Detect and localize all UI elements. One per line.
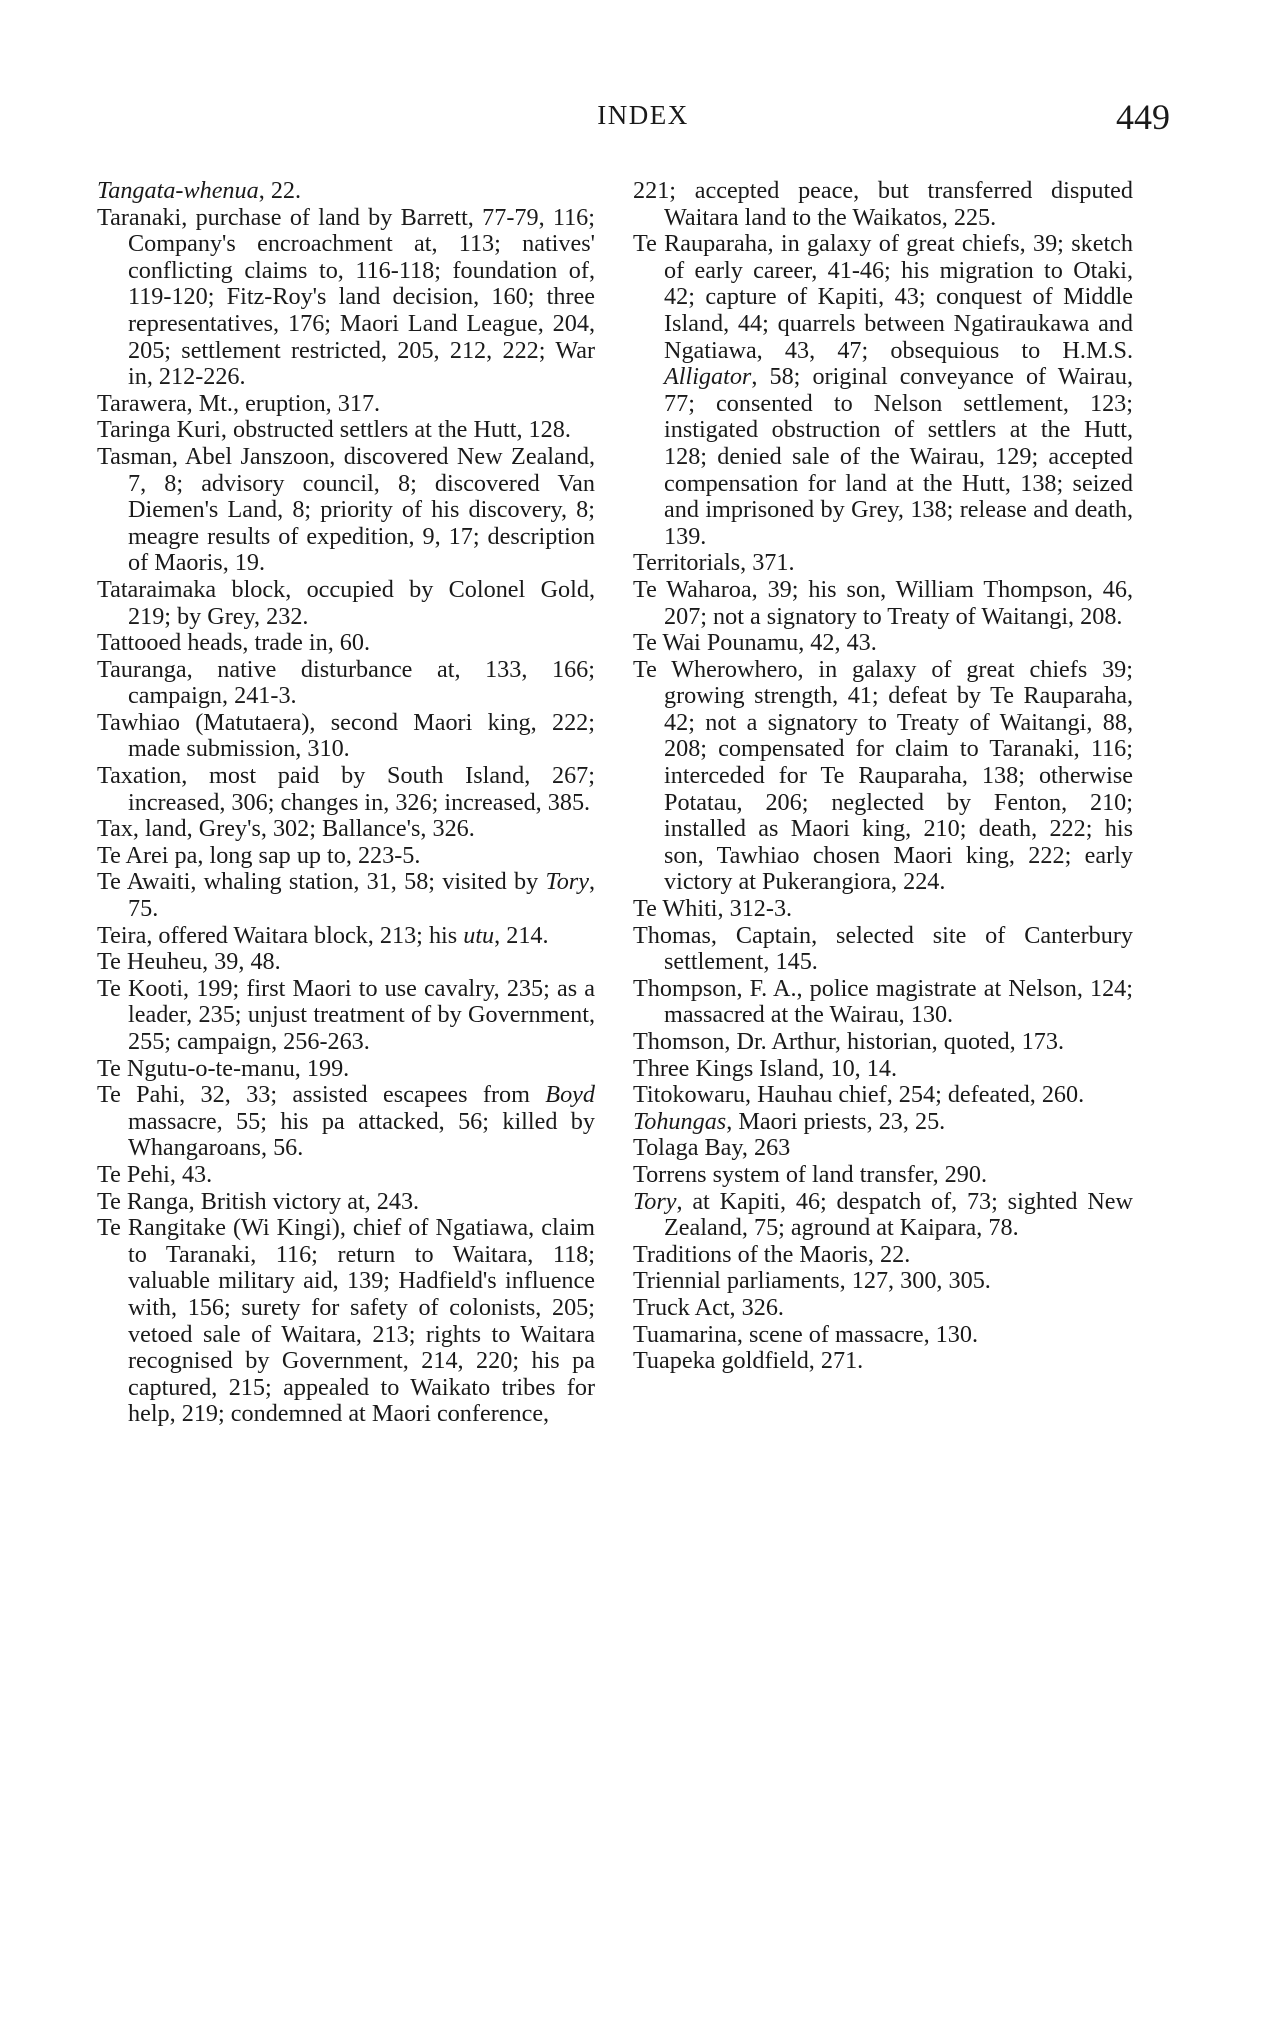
index-entry: Truck Act, 326. [633,1293,784,1321]
index-entry: Te Pehi, 43. [97,1160,213,1188]
index-entry: Tohungas, Maori priests, 23, 25. [633,1107,946,1135]
index-entry: Te Ranga, British victory at, 243. [97,1187,420,1215]
index-entry: Triennial parliaments, 127, 300, 305. [633,1267,991,1295]
index-entry: Te Awaiti, whaling station, 31, 58; visited by Tory, 75. [97,868,595,923]
index-entry: Te Pahi, 32, 33; assisted escapees from Boyd massacre, 55; his pa attacked, 56; killed by Whangaroans, 56. [97,1081,595,1162]
index-entry: Taxation, most paid by South Island, 267; increased, 306; changes in, 326; increased, 385. [97,762,595,816]
index-entry: Te Whiti, 312-3. [633,895,793,923]
index-entry: Te Rauparaha, in galaxy of great chiefs, 39; sketch of early career, 41-46; his migration to Otaki, 42; capture of Kapiti, 43; conquest of Middle Island, 44; quarrels between Ngatiraukawa and Ngatiawa, 43, 47; obsequious to H.M.S. Alligator, 58; original conveyance of Wairau, 77; consented to Nelson settlement, 123; instigated obstruction of settlers at the Hutt, 128; denied sale of the Wairau, 129; accepted compensation for land at the Hutt, 138; seized and imprisoned by Grey, 138; release and death, 139. [633,230,1133,550]
page-title: INDEX [597,100,689,130]
index-entry: Torrens system of land transfer, 290. [633,1160,988,1188]
index-entry: Territorials, 371. [633,549,795,577]
index-entry: Taringa Kuri, obstructed settlers at the Hutt, 128. [97,416,571,444]
index-entry: Tattooed heads, trade in, 60. [97,629,371,657]
page-number: 449 [1116,97,1170,137]
index-entry: Tory, at Kapiti, 46; despatch of, 73; sighted New Zealand, 75; aground at Kaipara, 78. [633,1187,1133,1242]
index-entry: 221; accepted peace, but transferred disputed Waitara land to the Waikatos, 225. [633,177,1133,231]
index-entry: Tasman, Abel Janszoon, discovered New Zealand, 7, 8; advisory council, 8; discovered Van Diemen's Land, 8; priority of his discovery, 8; meagre results of expedition, 9, 17; description of Maoris, 19. [97,442,595,577]
index-entry: Taranaki, purchase of land by Barrett, 77-79, 116; Company's encroachment at, 113; natives' conflicting claims to, 116-118; foundation of, 119-120; Fitz-Roy's land decision, 160; three representatives, 176; Maori Land League, 204, 205; settlement restricted, 205, 212, 222; War in, 212-226. [97,203,595,391]
index-entry: Te Kooti, 199; first Maori to use cavalry, 235; as a leader, 235; unjust treatment of by Government, 255; campaign, 256-263. [97,974,595,1055]
left-column [97,178,595,1428]
index-entry: Thomas, Captain, selected site of Canterbury settlement, 145. [633,921,1133,976]
index-entry: Te Heuheu, 39, 48. [97,948,281,976]
index-entry: Te Wai Pounamu, 42, 43. [633,629,877,657]
index-entry: Te Arei pa, long sap up to, 223-5. [97,841,421,869]
index-entry: Tauranga, native disturbance at, 133, 166; campaign, 241-3. [97,655,595,710]
index-entry: Te Ngutu-o-te-manu, 199. [97,1054,350,1082]
index-entry: Thomson, Dr. Arthur, historian, quoted, 173. [633,1028,1065,1055]
index-entry: Tax, land, Grey's, 302; Ballance's, 326. [97,815,475,843]
index-entry: Te Waharoa, 39; his son, William Thompson, 46, 207; not a signatory to Treaty of Waitangi, 208. [633,575,1133,630]
index-entry: Te Rangitake (Wi Kingi), chief of Ngatiawa, claim to Taranaki, 116; return to Waitara, 118; valuable military aid, 139; Hadfield's influence with, 156; surety for safety of colonists, 205; vetoed sale of Waitara, 213; rights to Waitara recognised by Government, 214, 220; his pa captured, 215; appealed to Waikato tribes for help, 219; condemned at Maori conference, [97,1214,595,1428]
index-entry: Tuamarina, scene of massacre, 130. [633,1320,979,1348]
index-entry: Three Kings Island, 10, 14. [633,1054,897,1082]
index-entry: Traditions of the Maoris, 22. [633,1240,911,1268]
index-entry: Tolaga Bay, 263 [633,1134,791,1162]
index-entry: Titokowaru, Hauhau chief, 254; defeated, 260. [633,1081,1085,1109]
index-entry: Tawhiao (Matutaera), second Maori king, 222; made submission, 310. [97,708,595,763]
index-entry: Tarawera, Mt., eruption, 317. [97,389,381,417]
index-entry: Tangata-whenua, 22. [97,177,302,204]
index-entry: Teira, offered Waitara block, 213; his utu, 214. [97,921,549,949]
index-entry: Tuapeka goldfield, 271. [633,1347,864,1375]
index-entry: Te Wherowhero, in galaxy of great chiefs 39; growing strength, 41; defeat by Te Rauparaha, 42; not a signatory to Treaty of Waitangi, 88, 208; compensated for claim to Taranaki, 116; interceded for Te Rauparaha, 138; otherwise Potatau, 206; neglected by Fenton, 210; installed as Maori king, 210; death, 222; his son, Tawhiao chosen Maori king, 222; early victory at Pukerangiora, 224. [633,655,1133,896]
index-entry: Thompson, F. A., police magistrate at Nelson, 124; massacred at the Wairau, 130. [633,974,1133,1029]
index-entry: Tataraimaka block, occupied by Colonel Gold, 219; by Grey, 232. [97,575,595,630]
right-column [633,178,1133,1375]
